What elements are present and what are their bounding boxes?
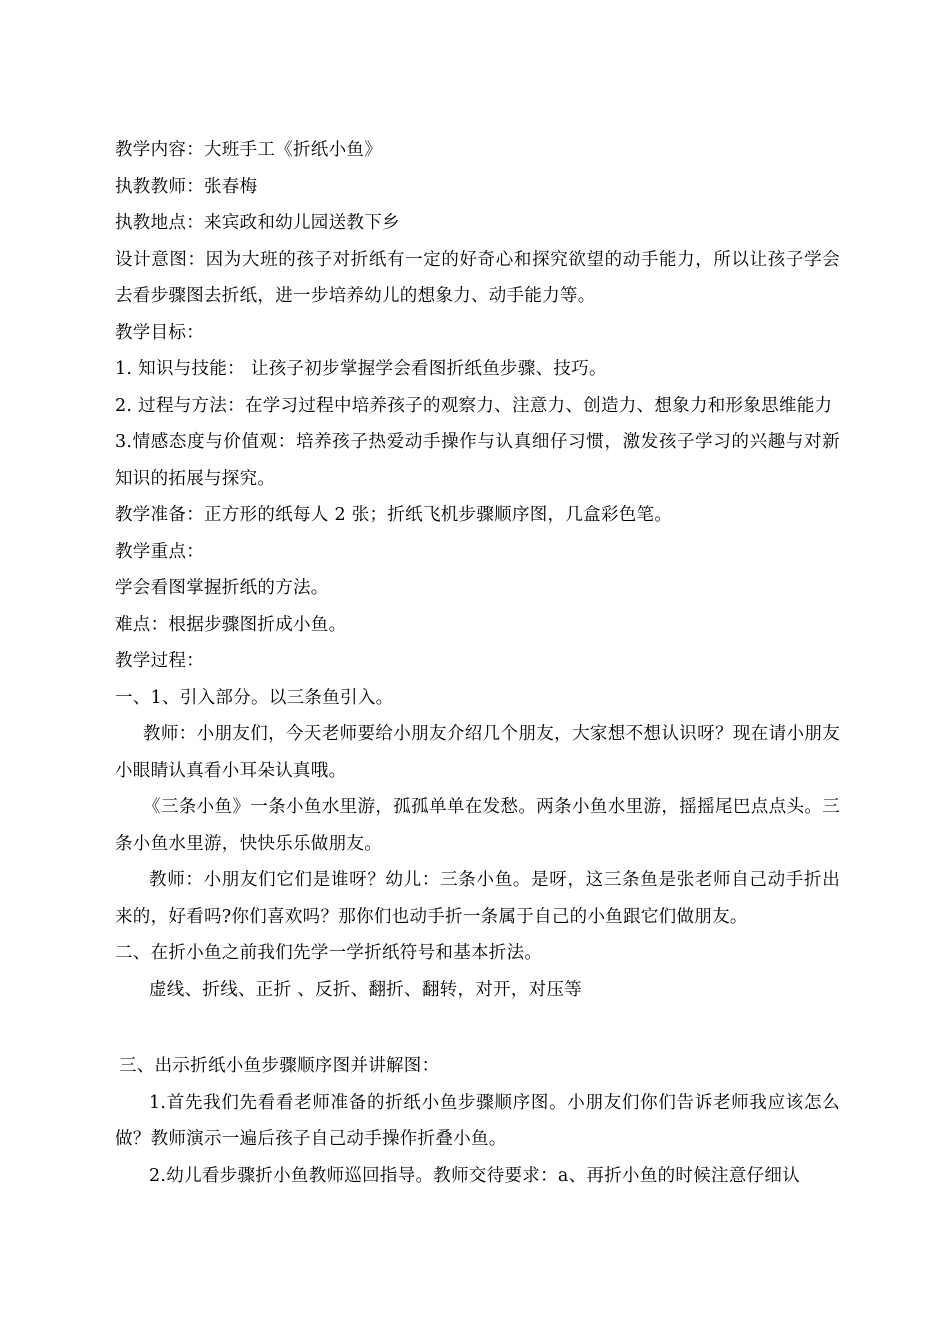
key-points-text: 学会看图掌握折纸的方法。 bbox=[115, 578, 329, 598]
key-points-heading: 教学重点： bbox=[115, 541, 204, 562]
goal-emotion: 3.情感态度与价值观：培养孩子热爱动手操作与认真细仔习惯，激发孩子学习的兴趣与对新知识的拓展与探究。 bbox=[115, 432, 840, 489]
teacher-intro-paragraph: 教师：小朋友们，今天老师要给小朋友介绍几个朋友，大家想不想认识呀？现在请小朋友小眼睛认真看小耳朵认真哦。 bbox=[115, 724, 840, 781]
teacher-line: 执教教师：张春梅 bbox=[115, 176, 258, 197]
step-one-line: 一、1、引入部分。以三条鱼引入。 bbox=[115, 687, 394, 708]
process-heading: 教学过程： bbox=[115, 651, 204, 671]
goal-knowledge: 1. 知识与技能： 让孩子初步掌握学会看图折纸鱼步骤、技巧。 bbox=[115, 359, 607, 379]
document-body bbox=[115, 132, 840, 1194]
sub-step-two-paragraph: 2.幼儿看步骤折小鱼教师巡回指导。教师交待要求：a、再折小鱼的时候注意仔细认 bbox=[149, 1165, 801, 1186]
goals-heading: 教学目标： bbox=[115, 322, 204, 343]
design-intent-paragraph: 设计意图：因为大班的孩子对折纸有一定的好奇心和探究欲望的动手能力，所以让孩子学会去看步骤图去折纸，进一步培养幼儿的想象力、动手能力等。 bbox=[115, 249, 840, 306]
preparation-line: 教学准备：正方形的纸每人 2 张；折纸飞机步骤顺序图，几盒彩色笔。 bbox=[115, 505, 673, 525]
step-three-line: 三、出示折纸小鱼步骤顺序图并讲解图： bbox=[119, 1056, 440, 1076]
goal-process: 2. 过程与方法：在学习过程中培养孩子的观察力、注意力、创造力、想象力和形象思维能力 bbox=[115, 395, 833, 416]
dialogue-paragraph: 教师：小朋友们它们是谁呀？幼儿：三条小鱼。是呀，这三条鱼是张老师自己动手折出来的，好看吗?你们喜欢吗？那你们也动手折一条属于自己的小鱼跟它们做朋友。 bbox=[115, 870, 840, 927]
difficulty-line: 难点：根据步骤图折成小鱼。 bbox=[115, 614, 347, 635]
step-two-line: 二、在折小鱼之前我们先学一学折纸符号和基本折法。 bbox=[115, 943, 543, 963]
sub-step-one-paragraph: 1.首先我们先看看老师准备的折纸小鱼步骤顺序图。小朋友们你们告诉老师我应该怎么做？教师演示一遍后孩子自己动手操作折叠小鱼。 bbox=[115, 1092, 840, 1149]
poem-paragraph: 《三条小鱼》一条小鱼水里游，孤孤单单在发愁。两条小鱼水里游，摇摇尾巴点点头。三条小鱼水里游，快快乐乐做朋友。 bbox=[115, 797, 840, 854]
location-line: 执教地点：来宾政和幼儿园送教下乡 bbox=[115, 213, 400, 233]
teaching-content-line: 教学内容：大班手工《折纸小鱼》 bbox=[115, 140, 382, 160]
fold-symbols-line: 虚线、折线、正折 、反折、翻折、翻转，对开，对压等 bbox=[149, 979, 583, 1000]
blank-line bbox=[115, 1008, 840, 1048]
